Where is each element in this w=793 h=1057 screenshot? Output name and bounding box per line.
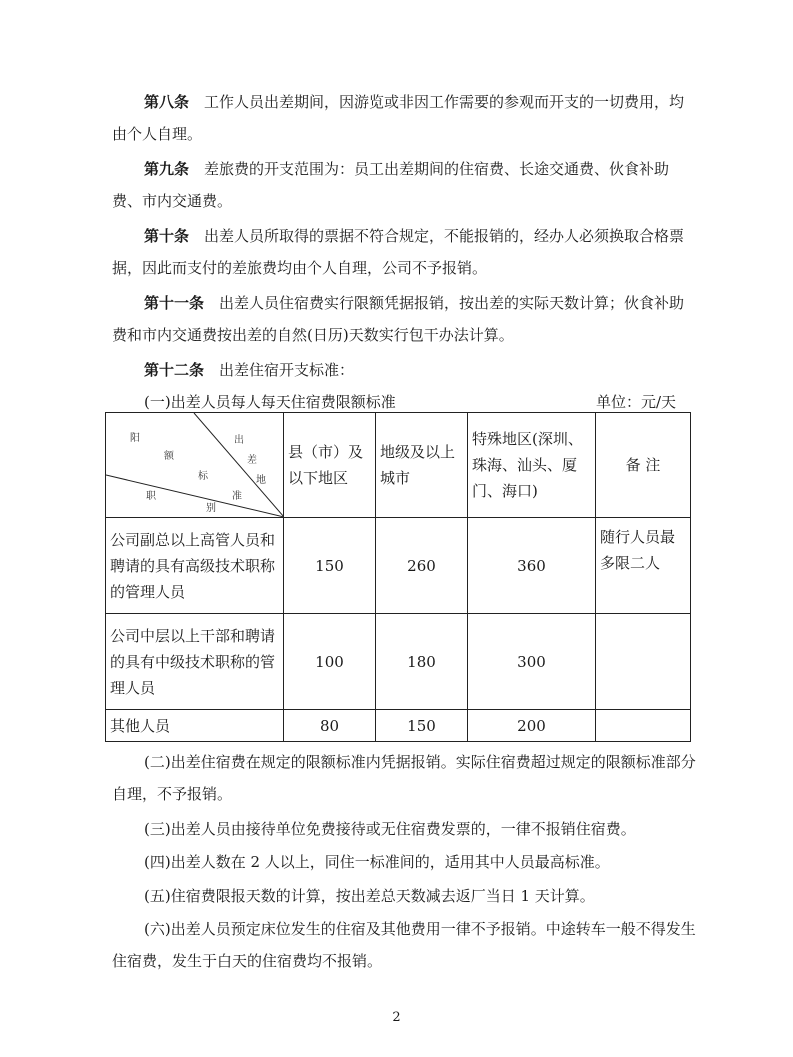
- article-10: [112, 220, 696, 284]
- corner-label: 别: [206, 503, 216, 514]
- header-prefecture: 地级及以上城市: [376, 413, 468, 518]
- corner-label: 地: [256, 475, 266, 486]
- article-title: 第十条: [144, 227, 190, 245]
- article-text: 出差人员所取得的票据不符合规定，不能报销的，经办人必须换取合格票据，因此而支付的差旅费均由个人自理，公司不予报销。: [112, 227, 685, 277]
- header-remarks: 备 注: [596, 413, 691, 518]
- diagonal-header-cell: [106, 413, 284, 518]
- table-row: [106, 518, 691, 614]
- corner-label: 出: [234, 435, 244, 446]
- article-11: [112, 287, 696, 351]
- article-text: 出差住宿开支标准：: [219, 361, 355, 379]
- row-value: 80: [284, 710, 376, 742]
- article-text: 差旅费的开支范围为：员工出差期间的住宿费、长途交通费、伙食补助费、市内交通费。: [112, 160, 670, 210]
- row-note: 随行人员最多限二人: [596, 518, 691, 614]
- row-note: [596, 614, 691, 710]
- header-special: 特殊地区(深圳、珠海、汕头、厦门、海口): [468, 413, 596, 518]
- row-value: 100: [284, 614, 376, 710]
- row-value: 260: [376, 518, 468, 614]
- row-value: 300: [468, 614, 596, 710]
- article-title: 第八条: [144, 93, 190, 111]
- row-value: 180: [376, 614, 468, 710]
- article-9: [112, 153, 696, 217]
- row-note: [596, 710, 691, 742]
- article-8: [112, 86, 696, 150]
- item-5: (五)住宿费限报天数的计算，按出差总天数减去返厂当日 1 天计算。: [144, 887, 595, 905]
- corner-label: 差: [247, 455, 257, 466]
- header-county: 县（市）及以下地区: [284, 413, 376, 518]
- corner-label: 标: [198, 471, 208, 482]
- row-category: 其他人员: [106, 710, 284, 742]
- row-category: 公司副总以上高管人员和聘请的具有高级技术职称的管理人员: [106, 518, 284, 614]
- row-value: 360: [468, 518, 596, 614]
- article-title: 第十二条: [144, 361, 205, 379]
- corner-label: 职: [146, 491, 156, 502]
- item-2: (二)出差住宿费在规定的限额标准内凭据报销。实际住宿费超过规定的限额标准部分自理，不予报销。: [112, 753, 696, 803]
- article-title: 第十一条: [144, 294, 205, 312]
- item-6: (六)出差人员预定床位发生的住宿及其他费用一律不予报销。中途转车一般不得发生住宿费，发生于白天的住宿费均不报销。: [112, 920, 696, 970]
- article-12: [112, 354, 696, 386]
- corner-label: 准: [232, 491, 242, 502]
- article-text: 工作人员出差期间，因游览或非因工作需要的参观而开支的一切费用，均由个人自理。: [112, 93, 685, 143]
- table-row: [106, 710, 691, 742]
- row-category: 公司中层以上干部和聘请的具有中级技术职称的管理人员: [106, 614, 284, 710]
- corner-label: 额: [164, 451, 174, 462]
- item-4: (四)出差人数在 2 人以上，同住一标准间的，适用其中人员最高标准。: [144, 853, 610, 871]
- corner-label: 阳: [130, 433, 140, 444]
- diagonal-lines: [106, 413, 284, 517]
- row-value: 150: [376, 710, 468, 742]
- table-row: [106, 614, 691, 710]
- table-caption: (一)出差人员每人每天住宿费限额标准: [144, 393, 396, 411]
- row-value: 200: [468, 710, 596, 742]
- article-title: 第九条: [144, 160, 190, 178]
- table-header-row: [106, 413, 691, 518]
- page-number: 2: [392, 1010, 401, 1025]
- article-text: 出差人员住宿费实行限额凭据报销，按出差的实际天数计算；伙食补助费和市内交通费按出差的自然(日历)天数实行包干办法计算。: [112, 294, 685, 344]
- lodging-standard-table: [105, 412, 691, 742]
- table-unit: 单位：元/天: [596, 393, 677, 411]
- item-3: (三)出差人员由接待单位免费接待或无住宿费发票的，一律不报销住宿费。: [144, 820, 636, 838]
- row-value: 150: [284, 518, 376, 614]
